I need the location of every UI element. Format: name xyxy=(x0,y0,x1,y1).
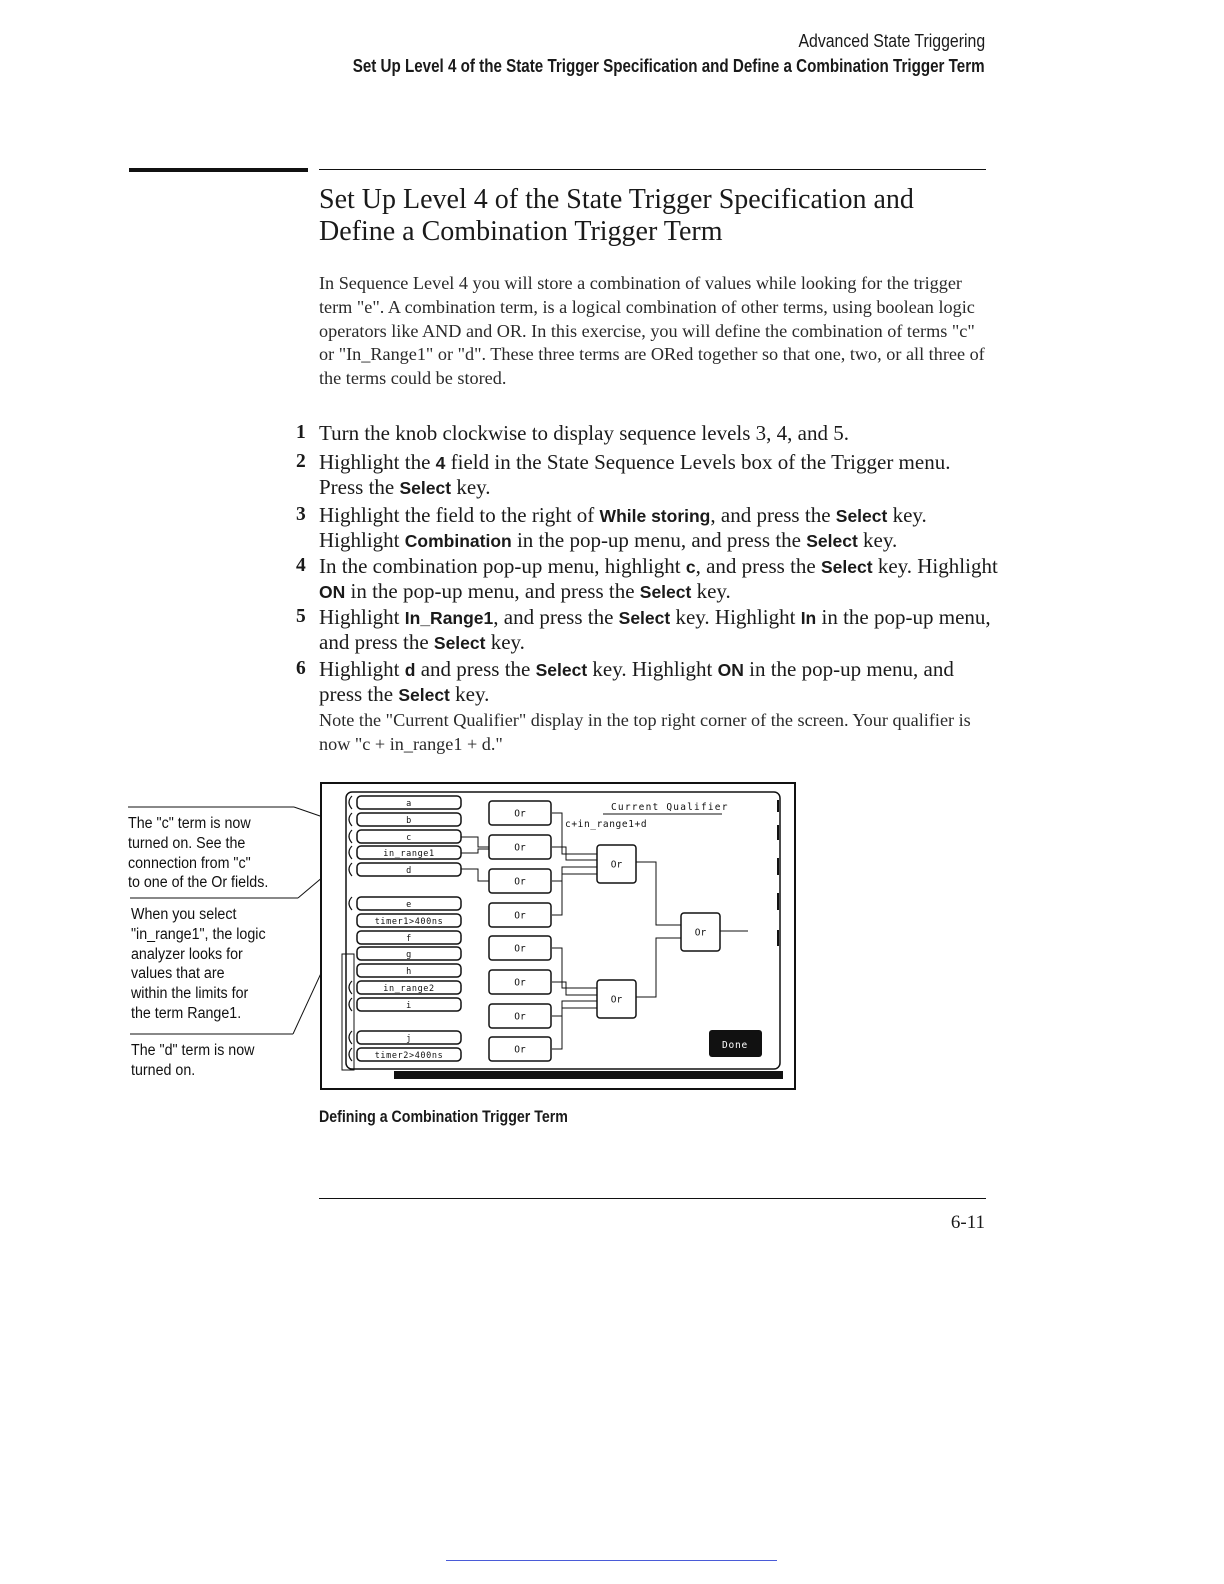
or-field-level2-label: Or xyxy=(610,994,623,1006)
term-label: e xyxy=(406,900,412,910)
or-field-label: Or xyxy=(514,943,526,955)
step-6-text: Highlight d and press the Select key. Highlight ON in the pop-up menu, and press the Select key. xyxy=(319,657,954,706)
step-3-text: Highlight the field to the right of While storing, and press the Select key. Highlight Combination in the pop-up menu, and press the Select key. xyxy=(319,503,927,552)
or-field-label: Or xyxy=(514,842,526,854)
term-label: h xyxy=(406,967,412,977)
step-1-text: Turn the knob clockwise to display sequence levels 3, 4, and 5. xyxy=(319,421,849,445)
term-label: j xyxy=(406,1034,412,1044)
term-label: i xyxy=(406,1001,412,1011)
running-header-section: Set Up Level 4 of the State Trigger Specification and Define a Combination Trigger Term xyxy=(353,55,985,76)
step-4-text: In the combination pop-up menu, highlight c, and press the Select key. Highlight ON in the pop-up menu, and press the Select key. xyxy=(319,554,998,603)
term-label: g xyxy=(406,950,412,960)
running-header-chapter: Advanced State Triggering xyxy=(798,31,985,51)
step-5-number: 5 xyxy=(296,606,306,627)
term-label: b xyxy=(406,816,412,826)
link-underline xyxy=(446,1560,777,1561)
term-label: f xyxy=(406,934,412,944)
term-label: d xyxy=(406,866,412,876)
term-label: c xyxy=(406,833,412,843)
or-field-level2-label: Or xyxy=(610,859,623,871)
or-field-label: Or xyxy=(514,1044,526,1056)
or-field-label: Or xyxy=(514,876,526,888)
or-field-label: Or xyxy=(514,910,526,922)
term-label: timer2>400ns xyxy=(374,1051,444,1061)
step-1-number: 1 xyxy=(296,422,306,443)
annotation-in-range1: When you select "in_range1", the logic analyzer looks for values that are within the limits for the term Range1. xyxy=(131,906,266,1022)
term-label: in_range1 xyxy=(383,849,435,859)
or-field-label: Or xyxy=(514,808,526,820)
step-4-number: 4 xyxy=(296,555,306,576)
footer-rule xyxy=(319,1198,986,1199)
intro-paragraph: In Sequence Level 4 you will store a combination of values while looking for the trigger term "e". A combination term, is a logical combination of other terms, using boolean logic operators like AND and OR. In this exercise, you will define the combination of terms "c" or "In_Range1" or "d". These three terms are ORed together so that one, two, or all three of the terms could be stored. xyxy=(319,273,985,389)
screen-bottom-bar xyxy=(394,1071,783,1079)
term-label: in_range2 xyxy=(383,984,435,994)
current-qualifier-title: Current Qualifier xyxy=(611,802,729,813)
annotation-d-term: The "d" term is now turned on. xyxy=(131,1042,255,1079)
section-title-line-2: Define a Combination Trigger Term xyxy=(319,216,723,247)
or-field-label: Or xyxy=(514,1011,526,1023)
or-field-level3-label: Or xyxy=(694,927,707,939)
step-2-number: 2 xyxy=(296,451,306,472)
step-2-text: Highlight the 4 field in the State Sequence Levels box of the Trigger menu. Press the Select key. xyxy=(319,450,951,499)
note-paragraph: Note the "Current Qualifier" display in the top right corner of the screen. Your qualifier is now "c + in_range1 + d." xyxy=(319,710,971,754)
step-3-number: 3 xyxy=(296,504,306,525)
step-6-number: 6 xyxy=(296,658,306,679)
term-label: timer1>400ns xyxy=(374,917,444,927)
or-field-label: Or xyxy=(514,977,526,989)
term-label: a xyxy=(406,799,412,809)
done-button-label: Done xyxy=(721,1040,749,1051)
current-qualifier-value: c+in_range1+d xyxy=(565,819,648,830)
step-5-text: Highlight In_Range1, and press the Select key. Highlight In in the pop-up menu, and press the Select key. xyxy=(319,605,991,654)
figure-caption: Defining a Combination Trigger Term xyxy=(319,1108,568,1126)
section-title-line-1: Set Up Level 4 of the State Trigger Specification and xyxy=(319,184,914,215)
annotation-c-term: The "c" term is now turned on. See the connection from "c" to one of the Or fields. xyxy=(128,815,269,892)
page-number: 6-11 xyxy=(950,1212,985,1233)
